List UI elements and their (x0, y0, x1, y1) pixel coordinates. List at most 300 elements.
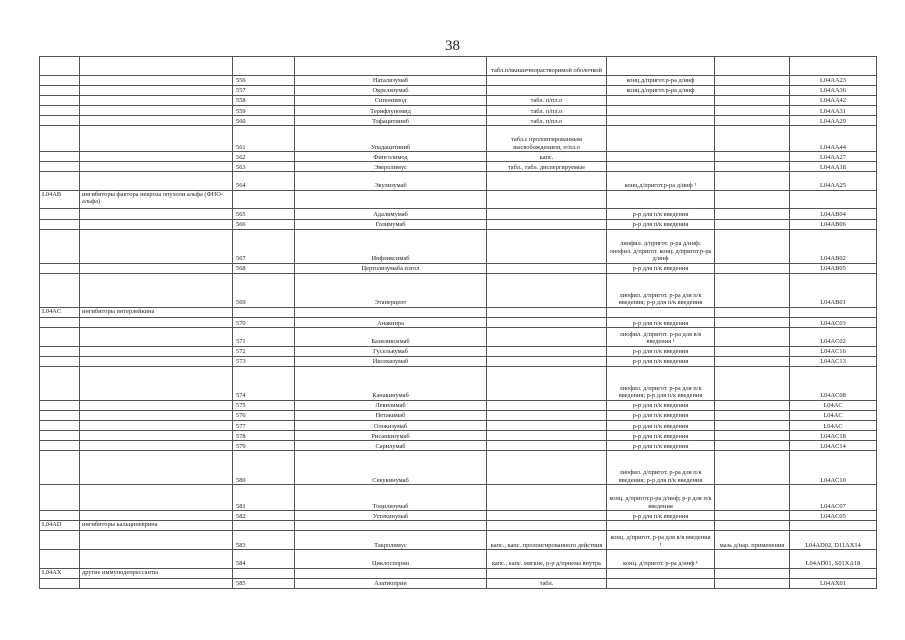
row-number-cell: 585 (233, 578, 295, 588)
group-row (40, 307, 877, 317)
atc-code-cell: L04AC18 (790, 430, 877, 440)
row-number-cell: 572 (233, 346, 295, 356)
atc-code-cell: L04AB04 (790, 209, 877, 219)
drug-table (39, 56, 877, 589)
atc-group-code-cell (40, 549, 80, 568)
form-oral-cell (487, 263, 607, 273)
form-external-cell (715, 420, 790, 430)
atc-code-cell: L04AD01, S01XA18 (790, 549, 877, 568)
form-oral-cell: табл. п/пл.о (487, 105, 607, 115)
atc-code-cell: L04AA31 (790, 105, 877, 115)
table-row (40, 346, 877, 356)
group-name-cell (80, 229, 233, 263)
group-name-cell (80, 263, 233, 273)
atc-code-cell: L04AC (790, 410, 877, 420)
atc-code-cell: L04AC13 (790, 356, 877, 366)
row-number-cell: 578 (233, 430, 295, 440)
form-external-cell (715, 126, 790, 152)
atc-group-code-cell (40, 420, 80, 430)
atc-code-cell (790, 57, 877, 76)
group-name-cell (80, 346, 233, 356)
drug-name-cell: Нетакимаб (295, 410, 487, 420)
atc-code-cell: L04AA44 (790, 126, 877, 152)
form-external-cell (715, 75, 790, 85)
form-injection-cell: лиофил. д/пригот. р-ра для п/к введения; р-р для п/к введения (607, 366, 715, 400)
row-number-cell (233, 57, 295, 76)
atc-code-cell: L04AC08 (790, 366, 877, 400)
form-injection-cell: р-р для п/к введения (607, 356, 715, 366)
atc-code-cell: L04AC14 (790, 441, 877, 451)
form-injection-cell (607, 95, 715, 105)
table-row (40, 410, 877, 420)
form-oral-cell (487, 568, 607, 578)
table-row (40, 152, 877, 162)
table-row (40, 95, 877, 105)
form-external-cell (715, 263, 790, 273)
table-body (40, 57, 877, 589)
form-oral-cell (487, 511, 607, 521)
form-external-cell (715, 172, 790, 191)
atc-group-code-cell (40, 105, 80, 115)
form-external-cell (715, 366, 790, 400)
atc-group-code-cell (40, 400, 80, 410)
form-oral-cell (487, 307, 607, 317)
drug-name-cell: Финголимод (295, 152, 487, 162)
drug-name-cell: Натализумаб (295, 75, 487, 85)
table-row (40, 172, 877, 191)
drug-name-cell: Олокизумаб (295, 420, 487, 430)
drug-name-cell (295, 57, 487, 76)
table-row (40, 531, 877, 550)
form-oral-cell: табл.с пролонгированным высвобождением, п/пл.о (487, 126, 607, 152)
form-oral-cell (487, 219, 607, 229)
form-oral-cell (487, 400, 607, 410)
form-oral-cell: капс., капс. мягкие, р-р д/приема внутрь (487, 549, 607, 568)
form-external-cell (715, 400, 790, 410)
form-external-cell (715, 273, 790, 307)
group-name-cell (80, 485, 233, 511)
row-number-cell: 565 (233, 209, 295, 219)
table-row (40, 57, 877, 76)
row-number-cell: 567 (233, 229, 295, 263)
row-number-cell: 584 (233, 549, 295, 568)
form-oral-cell (487, 172, 607, 191)
group-name-cell (80, 85, 233, 95)
form-external-cell (715, 549, 790, 568)
form-oral-cell (487, 317, 607, 327)
atc-code-cell: L04AD02, D11AX14 (790, 531, 877, 550)
atc-group-code-cell (40, 152, 80, 162)
row-number-cell: 583 (233, 531, 295, 550)
table-row (40, 420, 877, 430)
drug-name-cell: Терифлуномид (295, 105, 487, 115)
drug-name-cell: Сипонимод (295, 95, 487, 105)
form-injection-cell (607, 126, 715, 152)
drug-name-cell (295, 307, 487, 317)
form-injection-cell (607, 57, 715, 76)
atc-code-cell (790, 190, 877, 209)
atc-code-cell (790, 521, 877, 531)
form-oral-cell: табл. п/пл.о (487, 115, 607, 125)
atc-code-cell: L04AC16 (790, 346, 877, 356)
drug-name-cell: Канакинумаб (295, 366, 487, 400)
form-external-cell (715, 521, 790, 531)
form-external-cell (715, 85, 790, 95)
form-oral-cell (487, 485, 607, 511)
table-row (40, 115, 877, 125)
drug-name-cell: Адалимумаб (295, 209, 487, 219)
atc-code-cell: L04AC (790, 400, 877, 410)
table-row (40, 219, 877, 229)
atc-group-code-cell (40, 531, 80, 550)
atc-group-code-cell (40, 273, 80, 307)
form-external-cell (715, 511, 790, 521)
form-injection-cell (607, 115, 715, 125)
form-injection-cell: конц.д/пригот.р-ра д/инф (607, 75, 715, 85)
drug-name-cell: Азатиоприн (295, 578, 487, 588)
group-name-cell: ингибиторы интерлейкина (80, 307, 233, 317)
form-external-cell (715, 441, 790, 451)
group-name-cell (80, 273, 233, 307)
row-number-cell: 569 (233, 273, 295, 307)
atc-group-code-cell (40, 578, 80, 588)
form-injection-cell: р-р для п/к введения (607, 410, 715, 420)
group-row (40, 521, 877, 531)
row-number-cell: 564 (233, 172, 295, 191)
drug-name-cell: Левилимаб (295, 400, 487, 410)
table-row (40, 229, 877, 263)
table-row (40, 400, 877, 410)
atc-code-cell: L04AB06 (790, 219, 877, 229)
group-name-cell (80, 162, 233, 172)
table-row (40, 75, 877, 85)
form-oral-cell: табл.п/вкишечнорастворимой оболочкой (487, 57, 607, 76)
group-name-cell (80, 75, 233, 85)
drug-name-cell: Секукинумаб (295, 451, 487, 485)
table-row (40, 356, 877, 366)
table-row (40, 578, 877, 588)
form-external-cell (715, 430, 790, 440)
atc-code-cell: L04AA36 (790, 85, 877, 95)
table-row (40, 263, 877, 273)
atc-code-cell: L04AA18 (790, 162, 877, 172)
form-injection-cell: конц. д/пригот. р-ра для в/в введения ¹ (607, 531, 715, 550)
atc-group-code-cell (40, 485, 80, 511)
group-name-cell (80, 410, 233, 420)
table-row (40, 366, 877, 400)
form-injection-cell (607, 521, 715, 531)
form-external-cell (715, 451, 790, 485)
form-external-cell (715, 95, 790, 105)
atc-group-code-cell: L04AX (40, 568, 80, 578)
form-injection-cell: конц.д/пригот.р-ра д/инф (607, 85, 715, 95)
row-number-cell: 563 (233, 162, 295, 172)
group-name-cell (80, 430, 233, 440)
form-injection-cell: р-р для п/к введения (607, 441, 715, 451)
group-name-cell (80, 578, 233, 588)
form-oral-cell (487, 441, 607, 451)
row-number-cell (233, 568, 295, 578)
form-injection-cell (607, 307, 715, 317)
group-name-cell (80, 400, 233, 410)
form-injection-cell: конц. д/пригот. р-ра д/инф ¹ (607, 549, 715, 568)
drug-name-cell: Базиликсимаб (295, 327, 487, 346)
row-number-cell: 559 (233, 105, 295, 115)
row-number-cell: 573 (233, 356, 295, 366)
form-injection-cell: р-р для п/к введения (607, 400, 715, 410)
form-oral-cell (487, 430, 607, 440)
form-oral-cell: табл., табл. диспергируемые (487, 162, 607, 172)
form-oral-cell (487, 229, 607, 263)
atc-group-code-cell (40, 85, 80, 95)
atc-code-cell: L04AA27 (790, 152, 877, 162)
group-row (40, 190, 877, 209)
row-number-cell: 568 (233, 263, 295, 273)
table-row (40, 511, 877, 521)
form-oral-cell: табл. (487, 578, 607, 588)
atc-group-code-cell (40, 95, 80, 105)
form-injection-cell (607, 152, 715, 162)
drug-name-cell: Экулизумаб (295, 172, 487, 191)
group-name-cell (80, 57, 233, 76)
atc-code-cell: L04AA42 (790, 95, 877, 105)
atc-code-cell (790, 307, 877, 317)
form-injection-cell: лиофил. д/пригот. р-ра для п/к введения; р-р для п/к введения (607, 273, 715, 307)
table-row (40, 273, 877, 307)
atc-group-code-cell (40, 209, 80, 219)
group-name-cell (80, 172, 233, 191)
row-number-cell: 577 (233, 420, 295, 430)
form-external-cell (715, 209, 790, 219)
row-number-cell: 579 (233, 441, 295, 451)
atc-group-code-cell (40, 366, 80, 400)
atc-code-cell: L04AA25 (790, 172, 877, 191)
form-injection-cell: лиофил. д/пригот. р-ра для п/к введения; р-р для п/к введения (607, 451, 715, 485)
form-external-cell (715, 568, 790, 578)
atc-group-code-cell (40, 219, 80, 229)
group-name-cell (80, 327, 233, 346)
form-oral-cell (487, 366, 607, 400)
atc-group-code-cell (40, 115, 80, 125)
form-injection-cell (607, 105, 715, 115)
form-external-cell (715, 190, 790, 209)
atc-code-cell: L04AC (790, 420, 877, 430)
group-name-cell: другие иммунодепрессанты (80, 568, 233, 578)
form-injection-cell: конц.д/пригот.р-ра д/инф ¹ (607, 172, 715, 191)
form-oral-cell (487, 273, 607, 307)
atc-group-code-cell (40, 263, 80, 273)
group-name-cell (80, 451, 233, 485)
group-name-cell (80, 152, 233, 162)
form-external-cell (715, 57, 790, 76)
group-name-cell (80, 531, 233, 550)
group-name-cell (80, 105, 233, 115)
form-oral-cell (487, 346, 607, 356)
drug-name-cell: Циклоспорин (295, 549, 487, 568)
table-row (40, 126, 877, 152)
group-name-cell (80, 511, 233, 521)
drug-name-cell: Сарилумаб (295, 441, 487, 451)
group-name-cell (80, 441, 233, 451)
form-oral-cell (487, 451, 607, 485)
table-row (40, 549, 877, 568)
atc-code-cell: L04AB05 (790, 263, 877, 273)
form-external-cell (715, 152, 790, 162)
group-name-cell: ингибиторы кальциневрина (80, 521, 233, 531)
group-name-cell (80, 209, 233, 219)
form-injection-cell (607, 568, 715, 578)
drug-name-cell: Тоцилизумаб (295, 485, 487, 511)
form-oral-cell (487, 75, 607, 85)
row-number-cell: 574 (233, 366, 295, 400)
drug-name-cell: Иксекизумаб (295, 356, 487, 366)
group-name-cell (80, 356, 233, 366)
group-name-cell (80, 317, 233, 327)
table-row (40, 209, 877, 219)
drug-name-cell (295, 190, 487, 209)
form-oral-cell (487, 85, 607, 95)
table-row (40, 105, 877, 115)
atc-group-code-cell (40, 172, 80, 191)
group-name-cell (80, 115, 233, 125)
group-row (40, 568, 877, 578)
form-external-cell: мазь д/нар. применения (715, 531, 790, 550)
form-external-cell (715, 229, 790, 263)
table-row (40, 451, 877, 485)
atc-code-cell: L04AC10 (790, 451, 877, 485)
atc-code-cell: L04AX01 (790, 578, 877, 588)
row-number-cell (233, 307, 295, 317)
form-external-cell (715, 410, 790, 420)
drug-name-cell: Инфликсимаб (295, 229, 487, 263)
atc-code-cell (790, 568, 877, 578)
form-oral-cell (487, 209, 607, 219)
atc-group-code-cell: L04AB (40, 190, 80, 209)
row-number-cell: 571 (233, 327, 295, 346)
atc-group-code-cell (40, 126, 80, 152)
form-injection-cell: р-р для п/к введения (607, 511, 715, 521)
atc-group-code-cell (40, 356, 80, 366)
atc-code-cell: L04AC03 (790, 317, 877, 327)
group-name-cell (80, 126, 233, 152)
row-number-cell: 561 (233, 126, 295, 152)
atc-group-code-cell (40, 451, 80, 485)
form-oral-cell: табл. п/пл.о (487, 95, 607, 105)
table-row (40, 327, 877, 346)
drug-name-cell: Рисанкизумаб (295, 430, 487, 440)
form-external-cell (715, 578, 790, 588)
atc-code-cell: L04AC07 (790, 485, 877, 511)
table-row (40, 441, 877, 451)
drug-name-cell: Анакинра (295, 317, 487, 327)
row-number-cell (233, 521, 295, 531)
group-name-cell (80, 95, 233, 105)
atc-group-code-cell (40, 162, 80, 172)
form-oral-cell (487, 521, 607, 531)
row-number-cell: 562 (233, 152, 295, 162)
table-row (40, 430, 877, 440)
atc-code-cell: L04AA29 (790, 115, 877, 125)
form-injection-cell: р-р для п/к введения (607, 209, 715, 219)
atc-group-code-cell (40, 229, 80, 263)
atc-group-code-cell (40, 327, 80, 346)
row-number-cell: 556 (233, 75, 295, 85)
group-name-cell (80, 219, 233, 229)
row-number-cell (233, 190, 295, 209)
form-external-cell (715, 485, 790, 511)
drug-name-cell: Устекинумаб (295, 511, 487, 521)
form-injection-cell: р-р для п/к введения (607, 219, 715, 229)
row-number-cell: 580 (233, 451, 295, 485)
drug-name-cell (295, 568, 487, 578)
drug-name-cell: Цертолизумаба пэгол (295, 263, 487, 273)
atc-group-code-cell: L04AC (40, 307, 80, 317)
atc-group-code-cell (40, 441, 80, 451)
form-injection-cell: конц. д/пригот.р-ра д/инф; р-р для п/к введения (607, 485, 715, 511)
atc-group-code-cell: L04AD (40, 521, 80, 531)
drug-name-cell: Эверолимус (295, 162, 487, 172)
atc-code-cell: L04AA23 (790, 75, 877, 85)
table-row (40, 485, 877, 511)
row-number-cell: 560 (233, 115, 295, 125)
form-oral-cell (487, 410, 607, 420)
table-row (40, 317, 877, 327)
table-row (40, 162, 877, 172)
drug-name-cell: Упадацитиниб (295, 126, 487, 152)
atc-code-cell: L04AC02 (790, 327, 877, 346)
form-injection-cell (607, 162, 715, 172)
drug-name-cell: Этанерцепт (295, 273, 487, 307)
form-external-cell (715, 327, 790, 346)
drug-name-cell: Окрелизумаб (295, 85, 487, 95)
atc-group-code-cell (40, 430, 80, 440)
group-name-cell (80, 420, 233, 430)
form-injection-cell: р-р для п/к введения (607, 430, 715, 440)
row-number-cell: 570 (233, 317, 295, 327)
group-name-cell (80, 366, 233, 400)
form-external-cell (715, 219, 790, 229)
drug-name-cell (295, 521, 487, 531)
form-injection-cell (607, 578, 715, 588)
row-number-cell: 575 (233, 400, 295, 410)
row-number-cell: 566 (233, 219, 295, 229)
drug-name-cell: Тофацитиниб (295, 115, 487, 125)
atc-code-cell: L04AC05 (790, 511, 877, 521)
form-injection-cell: лиофил. д/пригот. р-ра д/инф; лиофил. д/пригот. конц. д/пригот.р-ра д/инф (607, 229, 715, 263)
form-external-cell (715, 317, 790, 327)
form-injection-cell (607, 190, 715, 209)
row-number-cell: 558 (233, 95, 295, 105)
form-external-cell (715, 162, 790, 172)
atc-group-code-cell (40, 75, 80, 85)
form-injection-cell: р-р для п/к введения (607, 420, 715, 430)
atc-code-cell: L04AB02 (790, 229, 877, 263)
atc-group-code-cell (40, 511, 80, 521)
drug-name-cell: Голимумаб (295, 219, 487, 229)
form-external-cell (715, 115, 790, 125)
form-external-cell (715, 356, 790, 366)
atc-group-code-cell (40, 57, 80, 76)
row-number-cell: 581 (233, 485, 295, 511)
form-oral-cell (487, 420, 607, 430)
table-row (40, 85, 877, 95)
page-number: 38 (445, 38, 460, 54)
atc-group-code-cell (40, 346, 80, 356)
form-oral-cell (487, 190, 607, 209)
form-injection-cell: р-р для п/к введения (607, 263, 715, 273)
row-number-cell: 582 (233, 511, 295, 521)
atc-group-code-cell (40, 317, 80, 327)
